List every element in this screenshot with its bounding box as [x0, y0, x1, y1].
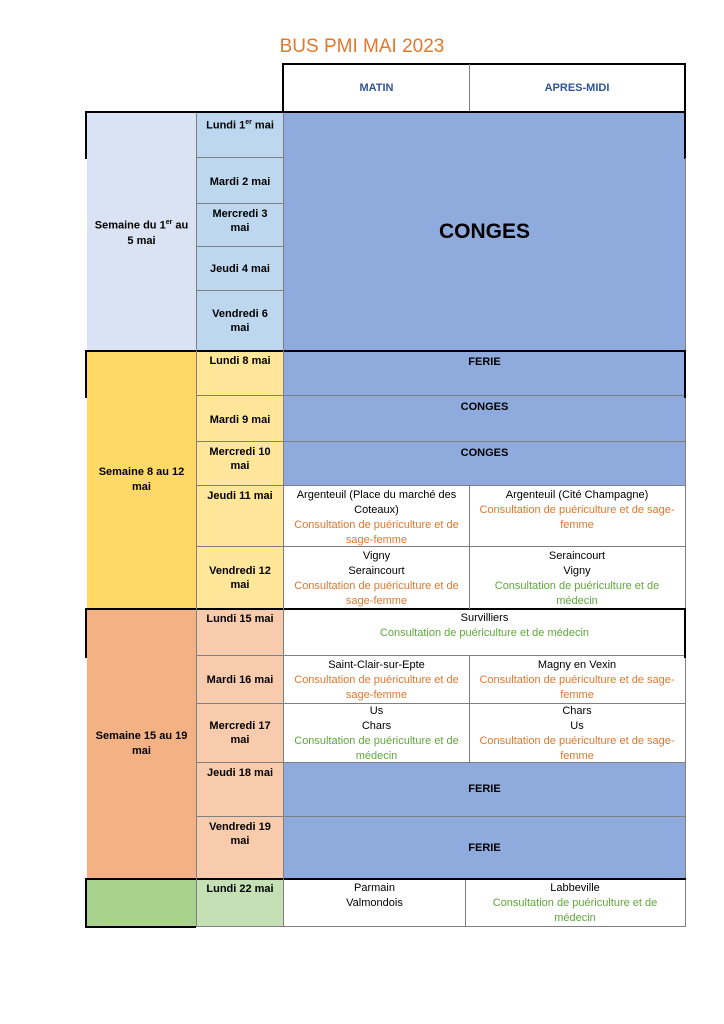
consultation-type: Consultation de puériculture et de sage-femme	[479, 735, 675, 762]
consultation-type: Consultation de puériculture et de médecin	[294, 735, 459, 762]
border-line	[85, 878, 686, 880]
border-line	[685, 658, 686, 878]
border-line	[465, 880, 466, 926]
day-lundi-15: Lundi 15 mai	[196, 609, 284, 656]
place-label: Survilliers	[460, 612, 509, 624]
lundi-22-apres-midi	[465, 879, 685, 926]
place-label: Argenteuil (Cité Champagne)	[505, 489, 649, 501]
border-line	[85, 111, 87, 159]
border-line	[85, 350, 87, 398]
consultation-type: Consultation de puériculture et de médecin	[379, 627, 590, 639]
mercredi-17-matin	[284, 704, 469, 763]
consultation-type: Consultation de puériculture et de sage-femme	[479, 504, 675, 531]
place-label: Vigny	[362, 550, 391, 562]
ferie-lundi-8: FERIE	[284, 351, 685, 396]
ferie-jeudi-18: FERIE	[284, 763, 685, 817]
day-lundi-8: Lundi 8 mai	[196, 351, 284, 396]
border-line	[684, 63, 686, 113]
border-line	[684, 350, 686, 398]
jeudi-11-matin	[284, 486, 469, 547]
day-mardi-2: Mardi 2 mai	[196, 158, 284, 204]
day-vendredi-6: Vendredi 6 mai	[196, 291, 284, 351]
lundi-22-matin	[284, 879, 465, 926]
border-line	[684, 608, 686, 658]
vendredi-12-apres-midi	[469, 547, 685, 609]
border-line	[283, 113, 284, 926]
place-label: Chars	[562, 705, 592, 717]
place-label: Labbeville	[550, 882, 600, 894]
border-line	[282, 63, 686, 65]
border-line	[469, 64, 470, 112]
border-line	[85, 350, 686, 352]
week-1-label: Semaine du 1er au 5 mai	[87, 113, 196, 351]
week-2-label: Semaine 8 au 12 mai	[87, 351, 196, 609]
border-line	[85, 878, 87, 928]
day-mercredi-3: Mercredi 3 mai	[196, 204, 284, 247]
conges-mercredi-10: CONGES	[284, 442, 685, 486]
border-line	[196, 926, 686, 927]
consultation-type: Consultation de puériculture et de sage-femme	[294, 519, 459, 546]
header-morning: MATIN	[284, 64, 469, 112]
border-line	[282, 63, 284, 113]
place-label: Seraincourt	[548, 550, 606, 562]
border-line	[469, 656, 470, 763]
consultation-type: Consultation de puériculture et de médecin	[494, 580, 660, 607]
vendredi-12-matin	[284, 547, 469, 609]
day-jeudi-11: Jeudi 11 mai	[196, 486, 284, 547]
border-line	[85, 111, 686, 113]
border-line	[685, 880, 686, 926]
border-line	[85, 608, 686, 610]
place-label: Saint-Clair-sur-Epte	[328, 659, 425, 671]
day-mercredi-10: Mercredi 10 mai	[196, 442, 284, 486]
day-jeudi-4: Jeudi 4 mai	[196, 247, 284, 291]
consultation-type: Consultation de puériculture et de médecin	[492, 897, 658, 924]
place-label: Vigny	[563, 565, 591, 577]
place-label: Seraincourt	[348, 565, 405, 577]
day-mardi-16: Mardi 16 mai	[196, 656, 284, 704]
conges-mardi-9: CONGES	[284, 396, 685, 442]
consultation-type: Consultation de puériculture et de sage-femme	[294, 674, 459, 701]
border-line	[469, 486, 470, 609]
border-line	[684, 111, 686, 159]
border-line	[685, 398, 686, 608]
lundi-15-journee	[284, 609, 685, 656]
mercredi-17-apres-midi	[469, 704, 685, 763]
place-label: Parmain	[354, 882, 395, 894]
day-lundi-22: Lundi 22 mai	[196, 879, 284, 926]
place-label: Argenteuil (Place du marché des Coteaux)	[296, 489, 457, 516]
mardi-16-apres-midi	[469, 656, 685, 704]
jeudi-11-apres-midi	[469, 486, 685, 547]
place-label: Us	[570, 720, 584, 732]
consultation-type: Consultation de puériculture et de sage-femme	[294, 580, 459, 607]
place-label: Chars	[361, 720, 392, 732]
day-vendredi-12: Vendredi 12 mai	[196, 547, 284, 609]
mardi-16-matin	[284, 656, 469, 704]
place-label: Valmondois	[346, 897, 403, 909]
day-jeudi-18: Jeudi 18 mai	[196, 763, 284, 817]
day-mercredi-17: Mercredi 17 mai	[196, 704, 284, 763]
document-title: BUS PMI MAI 2023	[279, 36, 445, 57]
day-lundi-1: Lundi 1er mai	[196, 113, 284, 158]
border-line	[85, 926, 196, 928]
place-label: Magny en Vexin	[537, 659, 617, 671]
ferie-vendredi-19: FERIE	[284, 817, 685, 879]
week-4-label	[87, 879, 196, 927]
conges-week-1: CONGES	[284, 113, 685, 351]
border-line	[196, 113, 197, 926]
border-line	[85, 608, 87, 658]
week-3-label: Semaine 15 au 19 mai	[87, 609, 196, 879]
place-label: Us	[369, 705, 384, 717]
consultation-type: Consultation de puériculture et de sage-femme	[479, 674, 675, 701]
day-mardi-9: Mardi 9 mai	[196, 396, 284, 442]
day-vendredi-19: Vendredi 19 mai	[196, 817, 284, 879]
border-line	[685, 158, 686, 350]
header-afternoon: APRES-MIDI	[469, 64, 685, 112]
